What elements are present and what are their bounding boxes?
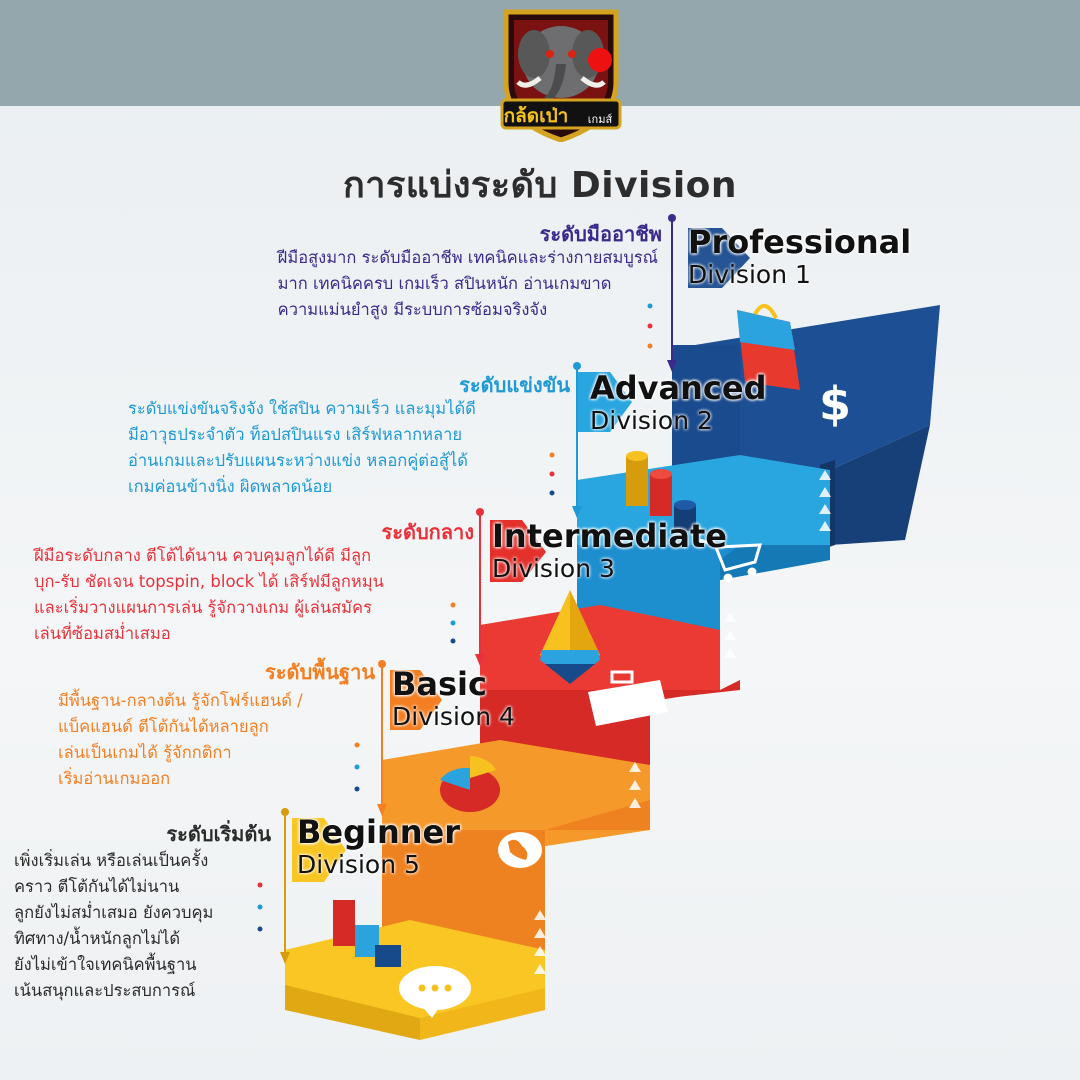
- svg-text:$: $: [818, 377, 852, 431]
- description-beginner: เพิ่งเริ่มเล่น หรือเล่นเป็นครั้ง คราว ตีโต้กันได้ไม่นาน ลูกยังไม่สม่ำเสมอ ยังควบคุม ทิศทาง/น้ำหนักลูกไม่ได้ ยังไม่เข้าใจเทคนิคพื้นฐาน เน้นสนุกและประสบการณ์: [14, 851, 214, 1000]
- division-label: Division 5: [297, 850, 420, 879]
- level-name: Professional: [688, 223, 912, 261]
- globe-icon: [498, 832, 542, 868]
- description-advanced: ระดับแข่งขันจริงจัง ใช้สปิน ความเร็ว และมุมได้ดี มีอาวุธประจำตัว ท็อปสปินแรง เสิร์ฟหลากหลาย อ่านเกมและปรับแผนระหว่างแข่ง หลอกคู่ต่อสู้ได้ เกมค่อนข้างนิ่ง ผิดพลาดน้อย: [128, 399, 476, 496]
- level-beginner: [297, 814, 460, 880]
- page-title: การแบ่งระดับ Division: [342, 165, 738, 206]
- heading-professional: ระดับมืออาชีพ: [539, 222, 662, 246]
- description-basic: มีพื้นฐาน-กลางต้น รู้จักโฟร์แฮนด์ / แบ็คแฮนด์ ตีโต้กันได้หลายลูก เล่นเป็นเกมได้ รู้จักกติกา เริ่มอ่านเกมออก: [58, 691, 303, 788]
- logo-text: กล้ดเป่า: [503, 105, 569, 127]
- level-name: Basic: [392, 665, 487, 703]
- level-professional: [688, 224, 911, 290]
- level-name: Advanced: [590, 369, 767, 407]
- division-label: Division 2: [590, 406, 713, 435]
- logo-subtext: เกมส์: [587, 113, 613, 126]
- heading-intermediate: ระดับกลาง: [381, 520, 474, 544]
- level-advanced: [590, 370, 766, 436]
- division-label: Division 3: [492, 554, 615, 583]
- dollar-icon: [819, 377, 851, 431]
- heading-advanced: ระดับแข่งขัน: [459, 373, 570, 397]
- heading-beginner: ระดับเริ่มต้น: [166, 822, 271, 846]
- level-basic: [392, 666, 515, 732]
- description-professional: ฝีมือสูงมาก ระดับมืออาชีพ เทคนิคและร่างกายสมบูรณ์ มาก เทคนิคครบ เกมเร็ว สปินหนัก อ่านเกมขาด ความแม่นยำสูง มีระบบการซ้อมจริงจัง: [277, 248, 658, 319]
- division-label: Division 1: [688, 260, 811, 289]
- level-name: Beginner: [297, 813, 461, 851]
- level-name: Intermediate: [492, 517, 727, 555]
- division-label: Division 4: [392, 702, 515, 731]
- description-intermediate: ฝีมือระดับกลาง ตีโต้ได้นาน ควบคุมลูกได้ดี มีลูก บุก-รับ ชัดเจน topspin, block ได้ เสิร์ฟมีลูกหมุน และเริ่มวางแผนการเล่น รู้จักวางเกม ผู้เล่นสมัคร เล่นที่ซ้อมสม่ำเสมอ: [34, 546, 384, 643]
- level-intermediate: [492, 518, 727, 584]
- heading-basic: ระดับพื้นฐาน: [265, 660, 375, 684]
